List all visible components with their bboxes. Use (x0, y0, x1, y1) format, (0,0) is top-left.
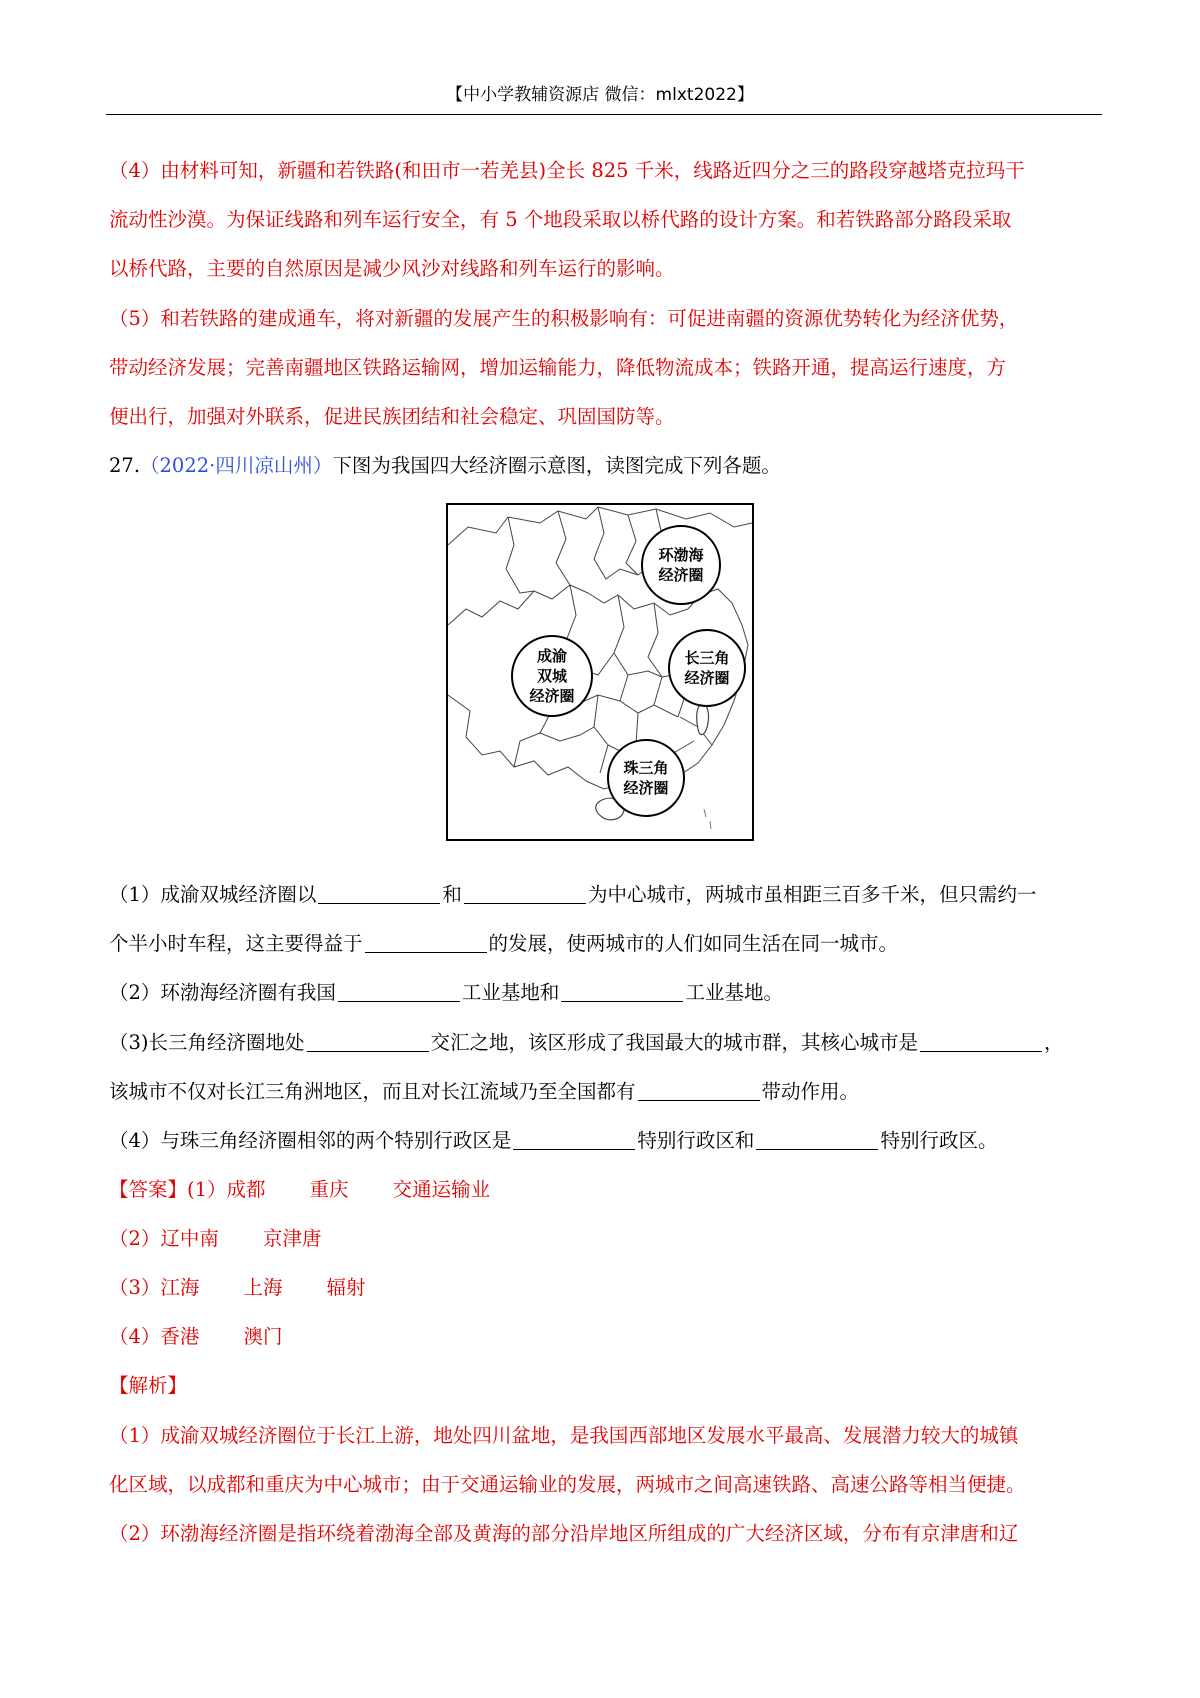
analysis-line-3: （2）环渤海经济圈是指环绕着渤海全部及黄海的部分沿岸地区所组成的广大经济区域，分布有京津唐和辽 (109, 1522, 1019, 1545)
circle-chengyu-label-3: 经济圈 (529, 687, 575, 705)
circle-chengyu-label-2: 双城 (536, 667, 567, 685)
answer-2-item-2: 京津唐 (262, 1227, 322, 1250)
analysis-5-line-3: 便出行，加强对外联系，促进民族团结和社会稳定、巩固国防等。 (109, 405, 675, 428)
answer-row-3-prefix: （3） (109, 1276, 161, 1299)
answer-row-1 (109, 1177, 1100, 1203)
q2-blank-1 (338, 983, 460, 1002)
taiwan-island (697, 704, 709, 735)
analysis-5-line-1: （5）和若铁路的建成通车，将对新疆的发展产生的积极影响有：可促进南疆的资源优势转化为经济优势， (109, 307, 1019, 330)
answer-row-3 (109, 1275, 1100, 1301)
answer-1-item-3: 交通运输业 (392, 1178, 491, 1201)
q1-blank-2 (464, 885, 586, 904)
q1-text-e: 的发展，使两城市的人们如同生活在同一城市。 (488, 932, 899, 955)
q2-blank-2 (561, 983, 683, 1002)
analysis-4-line-2: 流动性沙漠。为保证线路和列车运行安全，有 5 个地段采取以桥代路的设计方案。和若铁路部分路段采取 (109, 208, 1012, 231)
q3-text-e: 带动作用。 (761, 1080, 860, 1103)
q4-blank-2 (756, 1131, 878, 1150)
answer-3-item-1: 江海 (160, 1276, 200, 1299)
answer-row-4 (109, 1324, 1100, 1350)
q2-line (109, 980, 1100, 1006)
answer-3-item-2: 上海 (243, 1276, 283, 1299)
answer-2-item-1: 辽中南 (160, 1227, 219, 1250)
answer-label: 【答案】 (109, 1178, 188, 1201)
circle-chengyu-economic-zone (511, 635, 593, 717)
q2-text-b: 工业基地和 (461, 981, 560, 1004)
q1-text-b: 和 (442, 883, 462, 906)
analysis-4-line-1: （4）由材料可知，新疆和若铁路(和田市一若羌县)全长 825 千米，线路近四分之三的路段穿越塔克拉玛干 (109, 159, 1025, 182)
q3-blank-2 (920, 1033, 1042, 1052)
circle-pearl-label-2: 经济圈 (623, 779, 669, 797)
q1-blank-1 (318, 885, 440, 904)
q1-text-c: 为中心城市，两城市虽相距三百多千米，但只需约一 (587, 883, 1037, 906)
q4-text-b: 特别行政区和 (637, 1129, 755, 1152)
circle-yangtze-delta-economic-zone (668, 629, 746, 707)
circle-bohai-label-1: 环渤海 (658, 546, 704, 564)
analysis-5-line-2: 带动经济发展；完善南疆地区铁路运输网，增加运输能力，降低物流成本；铁路开通，提高运行速度，方 (109, 356, 1007, 379)
q1-text-a: （1）成渝双城经济圈以 (109, 883, 317, 906)
circle-pearl-delta-economic-zone (607, 739, 685, 817)
q3-text-a: （3)长三角经济圈地处 (109, 1031, 305, 1054)
q3-blank-1 (307, 1033, 429, 1052)
q2-text-a: （2）环渤海经济圈有我国 (109, 981, 336, 1004)
circle-yangtze-label-2: 经济圈 (684, 669, 730, 687)
q3-line-1 (109, 1030, 1100, 1056)
header-rule (106, 114, 1102, 115)
q3-text-c: ， (1044, 1031, 1064, 1054)
q1-text-d: 个半小时车程，这主要得益于 (109, 932, 363, 955)
q3-text-d: 该城市不仅对长江三角洲地区，而且对长江流域乃至全国都有 (109, 1080, 636, 1103)
q3-text-b: 交汇之地，该区形成了我国最大的城市群，其核心城市是 (430, 1031, 919, 1054)
answer-row-4-prefix: （4） (109, 1325, 161, 1348)
question-number: 27. (109, 454, 141, 477)
answer-4-item-2: 澳门 (243, 1325, 283, 1348)
question-source: （2022·四川凉山州） (140, 454, 333, 477)
circle-pearl-label-1: 珠三角 (623, 759, 669, 777)
page-header: 【中小学教辅资源店 微信：mlxt2022】 (446, 85, 754, 105)
q4-line (109, 1128, 1100, 1154)
q4-text-c: 特别行政区。 (880, 1129, 998, 1152)
q3-blank-3 (638, 1082, 760, 1101)
question-stem: 下图为我国四大经济圈示意图，读图完成下列各题。 (332, 454, 781, 477)
answer-3-item-3: 辐射 (326, 1276, 366, 1299)
circle-chengyu-label-1: 成渝 (536, 647, 567, 665)
question-27-stem (109, 453, 1100, 479)
q4-text-a: （4）与珠三角经济圈相邻的两个特别行政区是 (109, 1129, 512, 1152)
answer-1-item-2: 重庆 (309, 1178, 349, 1201)
answer-4-item-1: 香港 (160, 1325, 200, 1348)
q4-blank-1 (513, 1131, 635, 1150)
analysis-4-line-3: 以桥代路，主要的自然原因是减少风沙对线路和列车运行的影响。 (109, 257, 675, 280)
q1-line-1 (109, 882, 1100, 908)
answer-row-2-prefix: （2） (109, 1227, 161, 1250)
analysis-label: 【解析】 (109, 1374, 188, 1397)
q3-line-2 (109, 1079, 1100, 1105)
answer-row-1-prefix: (1） (187, 1178, 227, 1201)
answer-1-item-1: 成都 (226, 1178, 266, 1201)
economic-circles-map (446, 503, 754, 841)
south-sea-islands (704, 809, 711, 829)
analysis-line-2: 化区域，以成都和重庆为中心城市；由于交通运输业的发展，两城市之间高速铁路、高速公路等相当便捷。 (109, 1473, 1026, 1496)
q1-line-2 (109, 931, 1100, 957)
answer-row-2 (109, 1226, 1100, 1252)
circle-yangtze-label-1: 长三角 (684, 649, 730, 667)
circle-bohai-label-2: 经济圈 (658, 566, 704, 584)
circle-bohai-economic-zone (641, 525, 721, 605)
analysis-line-1: （1）成渝双城经济圈位于长江上游，地处四川盆地，是我国西部地区发展水平最高、发展潜力较大的城镇 (109, 1424, 1019, 1447)
q2-text-c: 工业基地。 (685, 981, 783, 1004)
q1-blank-3 (365, 934, 487, 953)
